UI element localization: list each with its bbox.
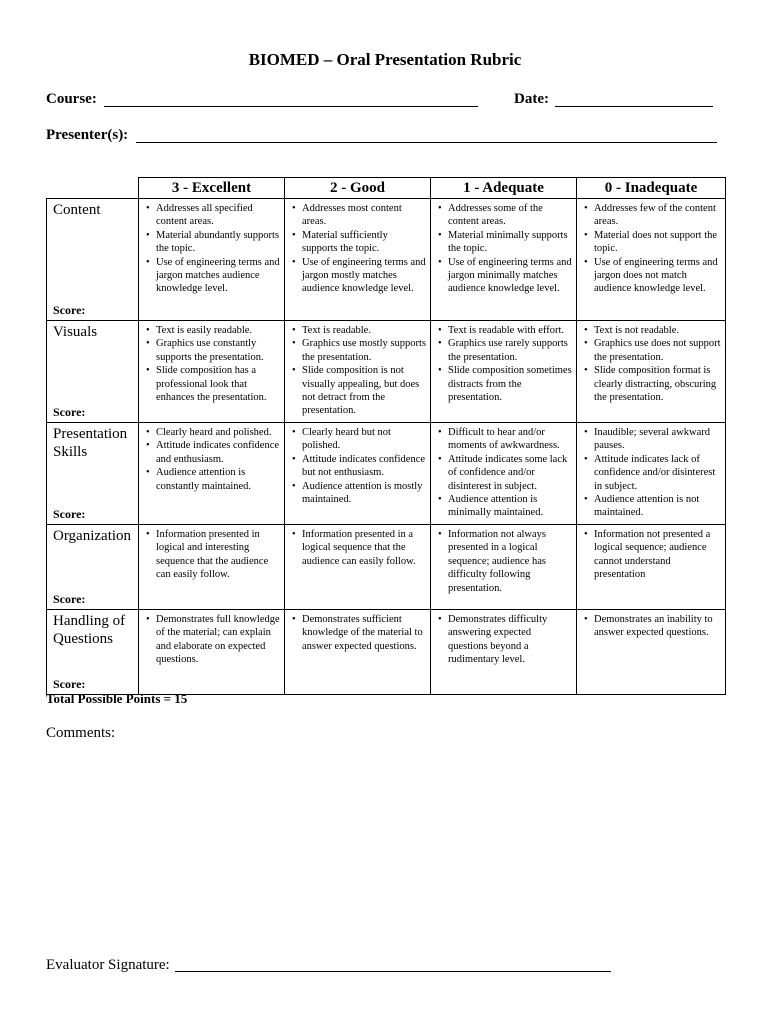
- descriptor-cell-excellent: [139, 525, 285, 610]
- criterion-name: Presentation Skills: [53, 426, 128, 460]
- comments-label: Comments:: [46, 725, 116, 741]
- descriptor-item: • Use of engineering terms and jargon does not match audience knowledge level.: [594, 256, 721, 296]
- page-title: BIOMED – Oral Presentation Rubric: [248, 50, 522, 69]
- column-header-excellent: 3 - Excellent: [139, 178, 285, 199]
- criterion-cell: [47, 423, 139, 525]
- descriptor-item: • Addresses most content areas.: [302, 202, 426, 229]
- descriptor-item: • Graphics use does not support the presentation.: [594, 337, 721, 364]
- descriptor-item: • Text is easily readable.: [156, 324, 280, 337]
- presenters-label: Presenter(s):: [46, 127, 129, 143]
- criterion-name: Visuals: [53, 324, 98, 340]
- descriptor-cell-excellent: [139, 610, 285, 695]
- descriptor-list: [145, 426, 280, 493]
- descriptor-list: [583, 324, 721, 404]
- descriptor-list: [437, 324, 572, 404]
- descriptor-item: • Slide composition format is clearly distracting, obscuring the presentation.: [594, 364, 721, 404]
- descriptor-list: [583, 613, 721, 640]
- descriptor-item: • Addresses few of the content areas.: [594, 202, 721, 229]
- criterion-cell: [47, 199, 139, 321]
- descriptor-cell-inadequate: [577, 610, 726, 695]
- rubric-row-handling-of-questions: [47, 610, 726, 695]
- descriptor-item: • Attitude indicates some lack of confidence and/or disinterest in subject.: [448, 453, 572, 493]
- descriptor-item: • Information not always presented in a logical sequence; audience has difficulty following presentation.: [448, 528, 572, 595]
- descriptor-list: [291, 324, 426, 418]
- descriptor-item: • Difficult to hear and/or moments of awkwardness.: [448, 426, 572, 453]
- descriptor-item: • Addresses some of the content areas.: [448, 202, 572, 229]
- descriptor-item: • Slide composition has a professional look that enhances the presentation.: [156, 364, 280, 404]
- descriptor-cell-adequate: [431, 321, 577, 423]
- descriptor-list: [291, 528, 426, 568]
- date-label: Date:: [514, 91, 549, 107]
- descriptor-list: [145, 324, 280, 404]
- descriptor-item: • Attitude indicates confidence and enthusiasm.: [156, 439, 280, 466]
- descriptor-item: • Attitude indicates lack of confidence and/or disinterest in subject.: [594, 453, 721, 493]
- descriptor-item: • Graphics use rarely supports the presentation.: [448, 337, 572, 364]
- descriptor-list: [145, 528, 280, 582]
- descriptor-list: [437, 202, 572, 296]
- descriptor-item: • Material does not support the topic.: [594, 229, 721, 256]
- rubric-row-visuals: [47, 321, 726, 423]
- column-header-adequate: 1 - Adequate: [431, 178, 577, 199]
- criterion-cell: [47, 610, 139, 695]
- descriptor-cell-inadequate: [577, 423, 726, 525]
- descriptor-cell-excellent: [139, 199, 285, 321]
- score-label[interactable]: Score:: [53, 592, 86, 606]
- score-label[interactable]: Score:: [53, 303, 86, 317]
- criterion-name: Content: [53, 202, 101, 218]
- descriptor-cell-good: [285, 423, 431, 525]
- score-label[interactable]: Score:: [53, 507, 86, 521]
- descriptor-list: [145, 202, 280, 296]
- descriptor-cell-adequate: [431, 525, 577, 610]
- descriptor-item: • Material minimally supports the topic.: [448, 229, 572, 256]
- descriptor-cell-excellent: [139, 321, 285, 423]
- column-header-good: 2 - Good: [285, 178, 431, 199]
- descriptor-cell-good: [285, 610, 431, 695]
- header-corner: [47, 178, 139, 199]
- descriptor-item: • Demonstrates difficulty answering expected questions beyond a rudimentary level.: [448, 613, 572, 667]
- course-label: Course:: [46, 91, 97, 107]
- descriptor-item: • Use of engineering terms and jargon mostly matches audience knowledge level.: [302, 256, 426, 296]
- descriptor-cell-adequate: [431, 610, 577, 695]
- criterion-cell: [47, 321, 139, 423]
- descriptor-cell-inadequate: [577, 199, 726, 321]
- descriptor-item: • Clearly heard and polished.: [156, 426, 280, 439]
- descriptor-item: • Audience attention is constantly maintained.: [156, 466, 280, 493]
- descriptor-item: • Text is readable with effort.: [448, 324, 572, 337]
- descriptor-list: [291, 426, 426, 506]
- descriptor-item: • Information presented in logical and interesting sequence that the audience can easily follow.: [156, 528, 280, 582]
- descriptor-cell-excellent: [139, 423, 285, 525]
- presenters-field-line[interactable]: [136, 142, 717, 143]
- descriptor-item: • Demonstrates an inability to answer expected questions.: [594, 613, 721, 640]
- descriptor-cell-adequate: [431, 423, 577, 525]
- descriptor-item: • Audience attention is not maintained.: [594, 493, 721, 520]
- score-label[interactable]: Score:: [53, 405, 86, 419]
- descriptor-item: • Text is not readable.: [594, 324, 721, 337]
- descriptor-item: • Demonstrates sufficient knowledge of the material to answer expected questions.: [302, 613, 426, 653]
- descriptor-item: • Audience attention is mostly maintained.: [302, 480, 426, 507]
- total-possible-points: Total Possible Points = 15: [46, 691, 188, 706]
- descriptor-cell-good: [285, 199, 431, 321]
- descriptor-item: • Attitude indicates confidence but not enthusiasm.: [302, 453, 426, 480]
- descriptor-list: [291, 202, 426, 296]
- descriptor-list: [583, 426, 721, 520]
- score-label[interactable]: Score:: [53, 677, 86, 691]
- criterion-name: Organization: [53, 528, 132, 544]
- evaluator-signature-label: Evaluator Signature:: [46, 957, 170, 973]
- rubric-header-row: [47, 178, 726, 199]
- descriptor-item: • Use of engineering terms and jargon matches audience knowledge level.: [156, 256, 280, 296]
- date-field-line[interactable]: [555, 106, 713, 107]
- descriptor-item: • Material sufficiently supports the topic.: [302, 229, 426, 256]
- descriptor-item: • Audience attention is minimally maintained.: [448, 493, 572, 520]
- descriptor-item: • Graphics use mostly supports the presentation.: [302, 337, 426, 364]
- rubric-row-content: [47, 199, 726, 321]
- descriptor-cell-good: [285, 525, 431, 610]
- descriptor-item: • Material abundantly supports the topic.: [156, 229, 280, 256]
- descriptor-list: [583, 528, 721, 582]
- descriptor-list: [437, 528, 572, 595]
- descriptor-cell-inadequate: [577, 321, 726, 423]
- descriptor-item: • Text is readable.: [302, 324, 426, 337]
- descriptor-cell-good: [285, 321, 431, 423]
- descriptor-list: [437, 426, 572, 520]
- descriptor-item: • Slide composition is not visually appealing, but does not detract from the presentation.: [302, 364, 426, 418]
- rubric-row-organization: [47, 525, 726, 610]
- rubric-row-presentation-skills: [47, 423, 726, 525]
- descriptor-cell-inadequate: [577, 525, 726, 610]
- descriptor-item: • Information not presented a logical sequence; audience cannot understand presentation: [594, 528, 721, 582]
- descriptor-item: • Information presented in a logical sequence that the audience can easily follow.: [302, 528, 426, 568]
- descriptor-list: [437, 613, 572, 667]
- rubric-table: [46, 177, 726, 695]
- column-header-inadequate: 0 - Inadequate: [577, 178, 726, 199]
- descriptor-item: • Inaudible; several awkward pauses.: [594, 426, 721, 453]
- criterion-cell: [47, 525, 139, 610]
- descriptor-item: • Clearly heard but not polished.: [302, 426, 426, 453]
- descriptor-cell-adequate: [431, 199, 577, 321]
- descriptor-item: • Slide composition sometimes distracts from the presentation.: [448, 364, 572, 404]
- descriptor-item: • Graphics use constantly supports the presentation.: [156, 337, 280, 364]
- descriptor-item: • Use of engineering terms and jargon minimally matches audience knowledge level.: [448, 256, 572, 296]
- descriptor-list: [583, 202, 721, 296]
- descriptor-list: [145, 613, 280, 667]
- evaluator-signature-line[interactable]: [175, 971, 611, 972]
- descriptor-item: • Demonstrates full knowledge of the material; can explain and elaborate on expected questions.: [156, 613, 280, 667]
- criterion-name: Handling of Questions: [53, 613, 126, 647]
- course-field-line[interactable]: [104, 106, 478, 107]
- descriptor-item: • Addresses all specified content areas.: [156, 202, 280, 229]
- descriptor-list: [291, 613, 426, 653]
